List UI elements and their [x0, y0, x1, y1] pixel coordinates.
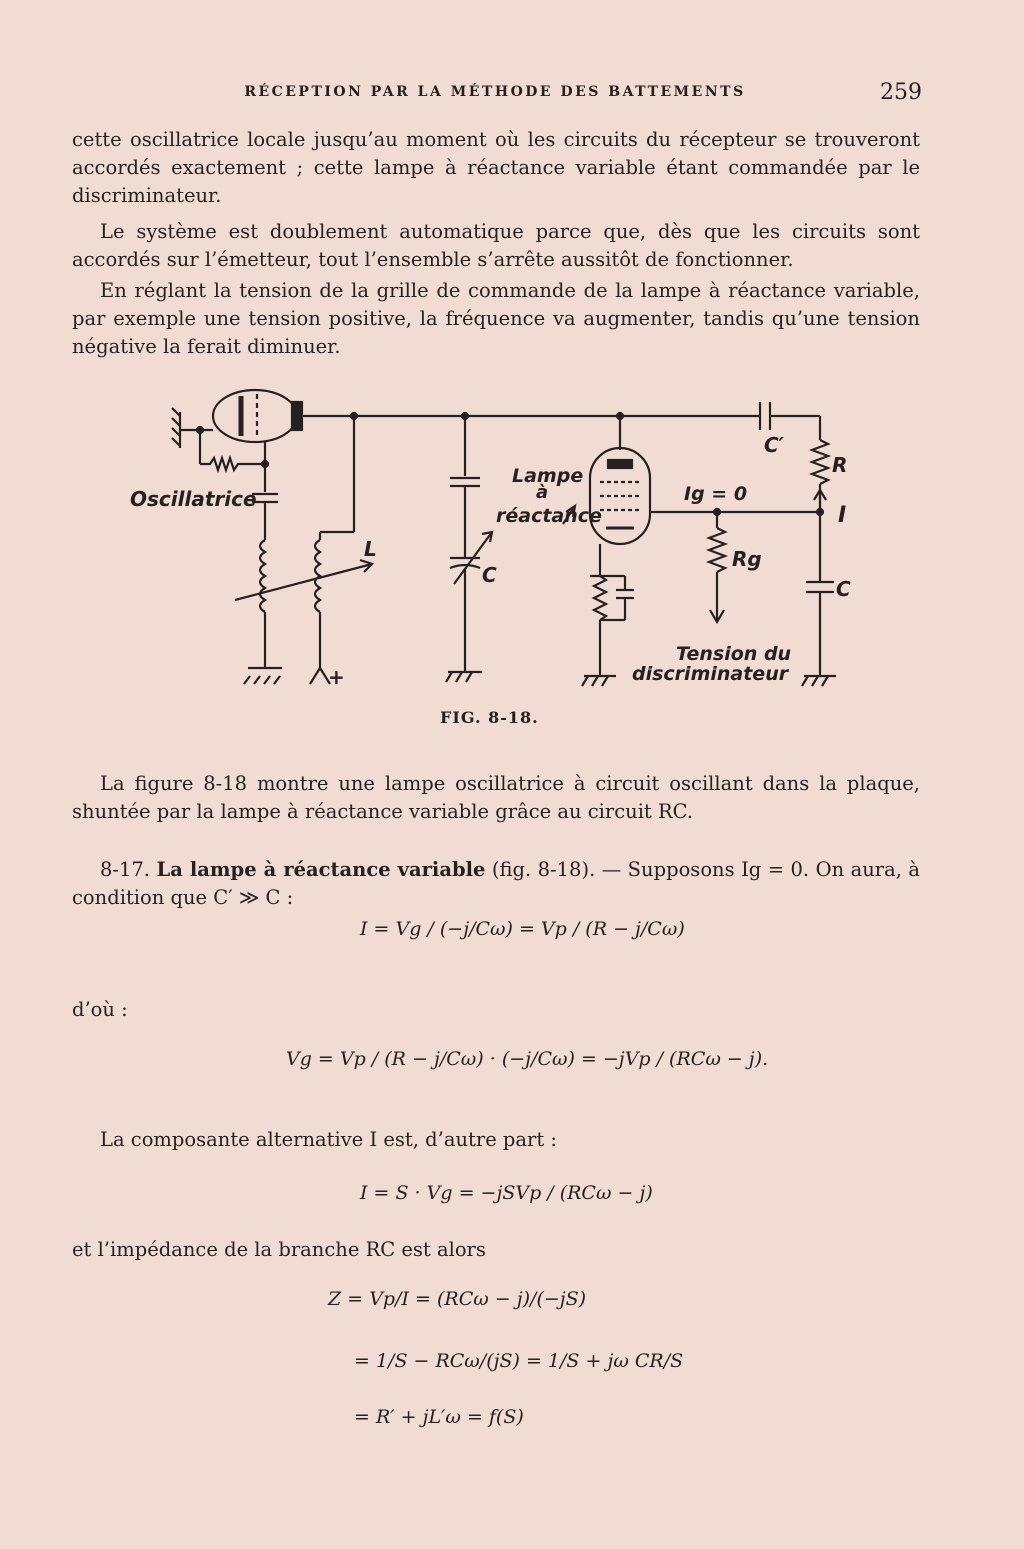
paragraph-2: Le système est doublement automatique parce que, dès que les circuits sont accordés sur l’émetteur, tout l’ensemble s’arrête aussitôt de fonctionner. [72, 220, 920, 271]
label-oscillatrice: Oscillatrice [130, 487, 257, 511]
equation-4-line-3: = R′ + jL′ω = f(S) [354, 1406, 524, 1428]
label-R: R [832, 453, 848, 477]
label-lampe-3: réactance [496, 505, 602, 527]
paragraph-1: cette oscillatrice locale jusqu’au moment où les circuits du récepteur se trouveront accordés exactement ; cette lampe à réactance variable étant commandée par le discriminateur. [72, 128, 920, 207]
label-lampe-2: à [536, 482, 549, 503]
paragraph-6: d’où : [72, 998, 128, 1021]
label-lampe-1: Lampe [512, 465, 584, 487]
section-number: 8-17. [100, 858, 151, 881]
paragraph-8: et l’impédance de la branche RC est alors [72, 1238, 486, 1261]
page-number: 259 [880, 80, 922, 105]
label-C-variable: C [482, 563, 497, 587]
equation-4-line-1: Z = Vp/I = (RCω − j)/(−jS) [328, 1288, 587, 1310]
equation-2: Vg = Vp / (R − j/Cω) · (−j/Cω) = −jVp / (RCω − j). [286, 1048, 769, 1070]
running-title: RÉCEPTION PAR LA MÉTHODE DES BATTEMENTS [244, 84, 746, 100]
circuit-schematic [120, 372, 900, 702]
section-title: La lampe à réactance variable [156, 858, 486, 881]
label-tension-2: discriminateur [632, 663, 789, 685]
section-text: (fig. 8-18). — Supposons Ig = 0. On aura, à condition que C′ ≫ C : [72, 858, 921, 909]
label-I: I [838, 503, 847, 528]
label-C-right: C [836, 577, 851, 601]
equation-4-line-2: = 1/S − RCω/(jS) = 1/S + jω CR/S [354, 1350, 684, 1372]
label-Rg: Rg [732, 547, 762, 571]
oscillator-tube [213, 390, 297, 442]
paragraph-3: En réglant la tension de la grille de commande de la lampe à réactance variable, par exemple une tension positive, la fréquence va augmenter, tandis qu’une tension négative la ferait diminuer. [72, 279, 920, 358]
equation-1: I = Vg / (−j/Cω) = Vp / (R − j/Cω) [360, 918, 685, 940]
label-L: L [364, 537, 377, 561]
figure-caption: FIG. 8-18. [440, 708, 539, 727]
paragraph-5 [72, 856, 920, 912]
paragraph-4: La figure 8-18 montre une lampe oscillatrice à circuit oscillant dans la plaque, shuntée par la lampe à réactance variable grâce au circuit RC. [72, 772, 920, 823]
equation-3: I = S · Vg = −jSVp / (RCω − j) [360, 1182, 653, 1204]
paragraph-7: La composante alternative I est, d’autre part : [100, 1128, 557, 1151]
label-plus: + [328, 665, 345, 689]
label-Ig: Ig = 0 [684, 483, 748, 505]
label-C-prime: C′ [764, 433, 784, 457]
label-tension-1: Tension du [676, 643, 792, 665]
